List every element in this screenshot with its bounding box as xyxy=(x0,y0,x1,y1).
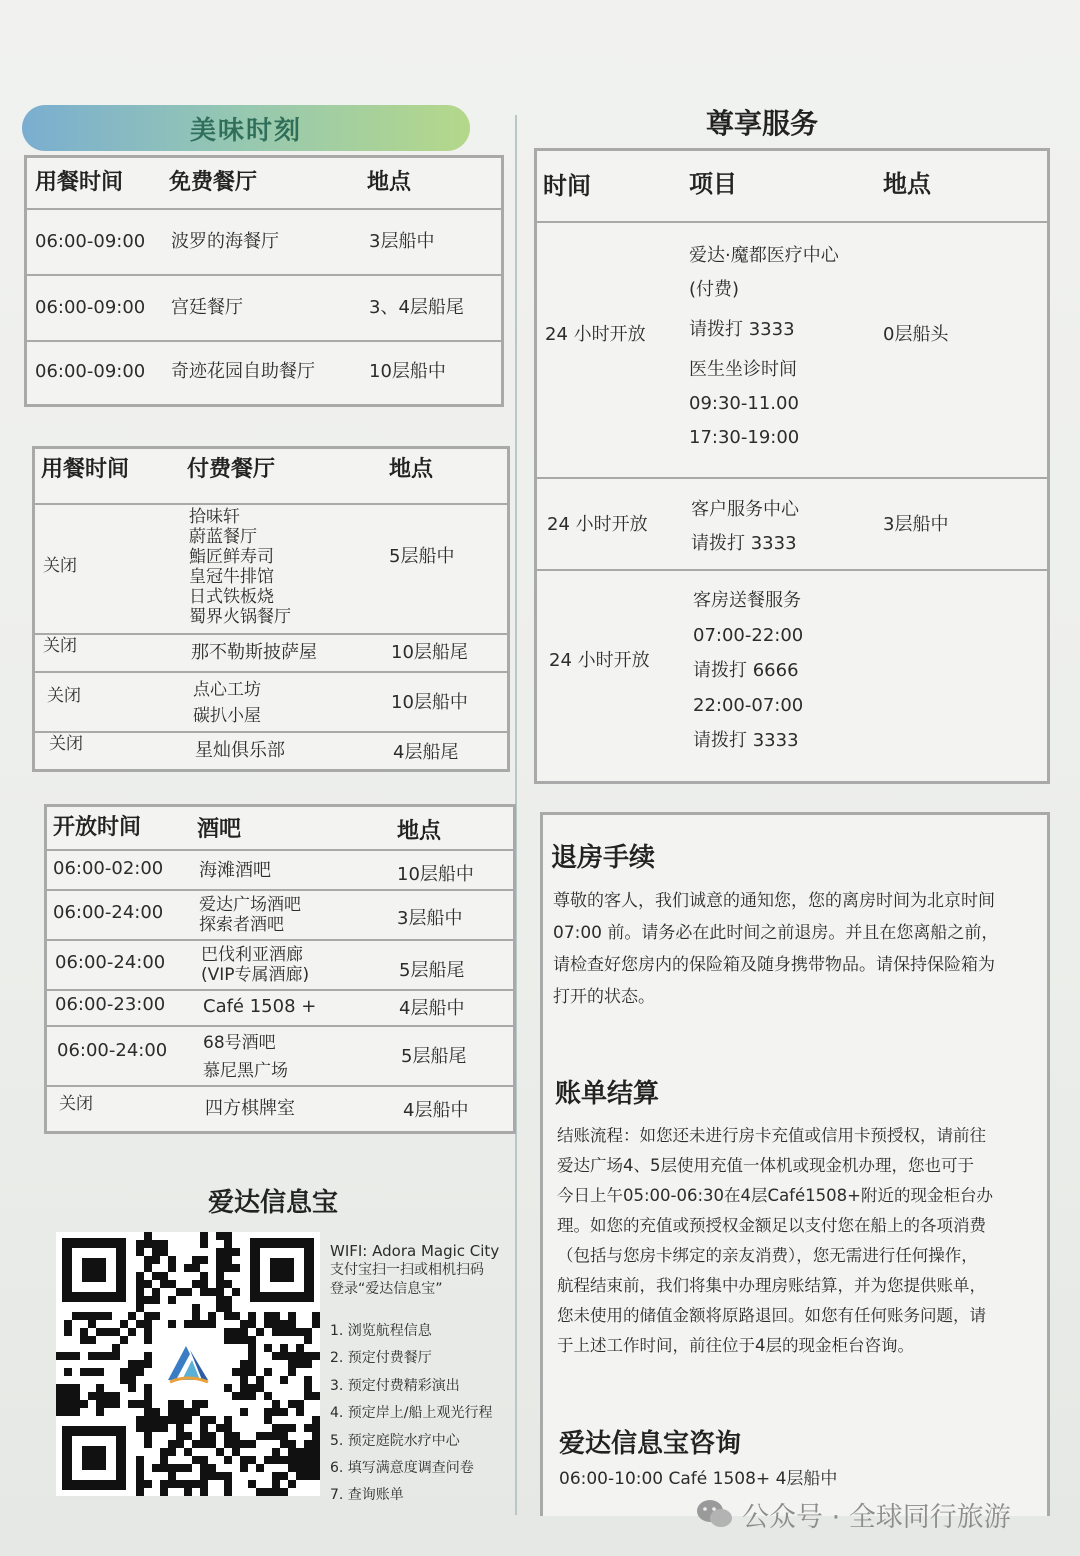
restaurant-name: 鮨匠鲜寿司 xyxy=(189,547,274,567)
login-text: 登录“爱达信息宝” xyxy=(330,1281,443,1297)
list-item: 6. 填写满意度调查问卷 xyxy=(330,1460,474,1477)
wifi-text: WIFI: Adora Magic City xyxy=(330,1242,500,1260)
bar-list xyxy=(199,895,301,935)
header-time: 用餐时间 xyxy=(41,457,130,482)
text-line: 于上述工作时间，前往位于4层的现金柜台咨询。 xyxy=(557,1336,914,1355)
row-location: 5层船中 xyxy=(389,546,455,567)
text-line: （包括与您房卡绑定的亲友消费），您无需进行任何操作， xyxy=(557,1246,978,1265)
row-time: 06:00-24:00 xyxy=(57,1040,168,1061)
restaurant-name: 皇冠牛排馆 xyxy=(189,567,274,587)
restaurant-name: 日式铁板烧 xyxy=(189,587,274,607)
header-item: 项目 xyxy=(689,170,737,198)
table-header xyxy=(537,151,1047,223)
bar-name: 探索者酒吧 xyxy=(199,915,284,935)
table-row xyxy=(47,891,513,941)
header-time: 时间 xyxy=(543,172,591,200)
text-line: 理。如您的充值或预授权金额足以支付您在船上的各项消费 xyxy=(557,1216,986,1235)
info-feature-list xyxy=(330,1318,493,1510)
row-location: 3层船中 xyxy=(369,231,435,252)
text-line: 结账流程：如您还未进行房卡充值或信用卡预授权，请前往 xyxy=(557,1126,986,1145)
row-location: 4层船中 xyxy=(403,1100,469,1121)
row-location: 3、4层船尾 xyxy=(369,297,464,318)
table-row xyxy=(537,223,1047,479)
detail-line: 请拨打 3333 xyxy=(689,319,795,340)
billing-title: 账单结算 xyxy=(555,1079,660,1109)
row-time: 06:00-09:00 xyxy=(35,297,146,318)
restaurant-list xyxy=(189,507,291,627)
restaurant-name: 蜀界火锅餐厅 xyxy=(189,607,291,627)
detail-line: 17:30-19:00 xyxy=(689,427,800,448)
service-title: 尊享服务 xyxy=(706,107,819,140)
row-location: 5层船尾 xyxy=(399,960,465,981)
table-row xyxy=(35,635,507,673)
row-restaurant: 奇迹花园自助餐厅 xyxy=(171,361,315,382)
detail-line: (付费) xyxy=(689,279,740,300)
table-row xyxy=(47,1027,513,1087)
header-location: 地点 xyxy=(883,170,931,198)
table-row xyxy=(35,673,507,733)
consult-text: 06:00-10:00 Café 1508+ 4层船中 xyxy=(559,1469,838,1489)
service-details xyxy=(693,583,803,758)
service-table xyxy=(534,148,1050,784)
dining-title: 美味时刻 xyxy=(22,105,470,151)
table-row xyxy=(47,991,513,1027)
header-restaurant: 付费餐厅 xyxy=(187,457,276,482)
detail-line: 09:30-11.00 xyxy=(689,393,799,414)
text-line: 07:00 前。请务必在此时间之前退房。并且在您离船之前， xyxy=(553,923,999,943)
row-location: 3层船中 xyxy=(397,908,463,929)
list-item: 4. 预定岸上/船上观光行程 xyxy=(330,1405,493,1422)
service-details xyxy=(691,493,799,561)
table-header xyxy=(47,807,513,851)
policy-box xyxy=(540,812,1050,1516)
bars-table xyxy=(44,804,516,1134)
detail-line: 客房送餐服务 xyxy=(693,590,801,611)
adora-logo-icon xyxy=(160,1336,216,1392)
row-location: 10层船尾 xyxy=(391,642,468,663)
row-location: 4层船中 xyxy=(399,998,465,1019)
detail-line: 客户服务中心 xyxy=(691,499,799,520)
detail-line: 22:00-07:00 xyxy=(693,695,804,716)
checkout-title: 退房手续 xyxy=(551,843,656,873)
detail-line: 医生坐诊时间 xyxy=(689,359,797,380)
row-location: 5层船尾 xyxy=(401,1046,467,1067)
table-row xyxy=(47,851,513,891)
table-row xyxy=(47,941,513,991)
row-time: 06:00-23:00 xyxy=(55,994,166,1015)
info-instructions xyxy=(330,1242,499,1299)
row-bar: 海滩酒吧 xyxy=(199,860,271,881)
text-line: 爱达广场4、5层使用充值一体机或现金机办理，您也可于 xyxy=(557,1156,974,1175)
row-bar: Café 1508 + xyxy=(203,996,317,1017)
row-restaurant: 那不勒斯披萨屋 xyxy=(191,642,317,663)
info-title: 爱达信息宝 xyxy=(208,1188,339,1218)
text-line: 今日上午05:00-06:30在4层Café1508+附近的现金柜台办 xyxy=(557,1186,993,1205)
bar-name: 68号酒吧 xyxy=(203,1033,276,1053)
list-item: 3. 预定付费精彩演出 xyxy=(330,1377,460,1394)
service-details xyxy=(689,239,839,455)
text-line: 您未使用的储值金额将原路退回。如您有任何账务问题，请 xyxy=(557,1306,986,1325)
row-time: 关闭 xyxy=(49,734,83,754)
text-line: 尊敬的客人，我们诚意的通知您，您的离房时间为北京时间 xyxy=(553,891,995,911)
list-item: 1. 浏览航程信息 xyxy=(330,1323,432,1339)
watermark xyxy=(696,1494,1011,1534)
list-item: 7. 查询账单 xyxy=(330,1487,404,1504)
row-time: 06:00-02:00 xyxy=(53,858,164,879)
restaurant-list xyxy=(193,677,261,729)
row-restaurant: 星灿俱乐部 xyxy=(195,740,285,761)
header-location: 地点 xyxy=(397,819,442,844)
row-location: 10层船中 xyxy=(397,864,474,885)
row-time: 关闭 xyxy=(43,556,77,576)
detail-line: 请拨打 3333 xyxy=(693,730,799,751)
billing-text xyxy=(557,1121,1047,1361)
row-location: 0层船头 xyxy=(883,324,949,345)
text-line: 打开的状态。 xyxy=(553,987,655,1007)
header-location: 地点 xyxy=(389,457,434,482)
bar-list xyxy=(203,1029,288,1085)
checkout-text xyxy=(553,885,1048,1013)
table-header xyxy=(27,158,501,210)
detail-line: 请拨打 3333 xyxy=(691,533,797,554)
row-time: 24 小时开放 xyxy=(547,514,648,535)
bar-name: (VIP专属酒廊) xyxy=(201,965,310,985)
bar-name: 巴伐利亚酒廊 xyxy=(201,945,303,965)
detail-line: 07:00-22:00 xyxy=(693,625,804,646)
restaurant-name: 碳扒小屋 xyxy=(193,706,261,726)
list-item: 2. 预定付费餐厅 xyxy=(330,1350,432,1367)
row-restaurant: 宫廷餐厅 xyxy=(171,297,243,318)
bar-name: 爱达广场酒吧 xyxy=(199,895,301,915)
row-time: 24 小时开放 xyxy=(545,324,646,345)
table-row xyxy=(27,342,501,404)
row-location: 10层船中 xyxy=(391,692,468,713)
row-time: 关闭 xyxy=(43,636,77,656)
table-header xyxy=(35,449,507,505)
restaurant-name: 点心工坊 xyxy=(193,680,261,700)
table-row xyxy=(27,276,501,342)
bar-list xyxy=(201,945,309,985)
header-time: 开放时间 xyxy=(53,815,142,840)
row-location: 10层船中 xyxy=(369,361,446,382)
row-time: 24 小时开放 xyxy=(549,650,650,671)
detail-line: 爱达·魔都医疗中心 xyxy=(689,245,839,266)
row-location: 3层船中 xyxy=(883,514,949,535)
table-row xyxy=(537,479,1047,571)
list-item: 5. 预定庭院水疗中心 xyxy=(330,1432,460,1449)
qr-code xyxy=(56,1232,320,1496)
table-row xyxy=(35,733,507,769)
detail-line: 请拨打 6666 xyxy=(693,660,799,681)
paid-dining-table xyxy=(32,446,510,772)
bar-name: 慕尼黑广场 xyxy=(203,1061,288,1081)
scan-text: 支付宝扫一扫或相机扫码 xyxy=(330,1262,484,1278)
table-row xyxy=(35,505,507,635)
row-time: 06:00-24:00 xyxy=(55,952,166,973)
row-bar: 四方棋牌室 xyxy=(205,1098,295,1119)
header-restaurant: 免费餐厅 xyxy=(169,170,258,195)
restaurant-name: 蔚蓝餐厅 xyxy=(189,527,257,547)
table-row xyxy=(27,210,501,276)
row-time: 06:00-09:00 xyxy=(35,361,146,382)
header-time: 用餐时间 xyxy=(35,170,124,195)
row-location: 4层船尾 xyxy=(393,742,459,763)
watermark-text: 公众号 · 全球同行旅游 xyxy=(742,1501,1011,1533)
row-time: 关闭 xyxy=(47,686,81,706)
table-row xyxy=(47,1087,513,1131)
free-dining-table xyxy=(24,155,504,407)
consult-title: 爱达信息宝咨询 xyxy=(559,1429,742,1459)
header-bar: 酒吧 xyxy=(197,817,242,842)
row-time: 06:00-09:00 xyxy=(35,231,146,252)
row-time: 06:00-24:00 xyxy=(53,902,164,923)
row-time: 关闭 xyxy=(59,1094,93,1114)
table-row xyxy=(537,571,1047,781)
restaurant-name: 拾味轩 xyxy=(189,507,240,527)
text-line: 航程结束前，我们将集中办理房账结算，并为您提供账单， xyxy=(557,1276,986,1295)
row-restaurant: 波罗的海餐厅 xyxy=(171,231,279,252)
text-line: 请检查好您房内的保险箱及随身携带物品。请保持保险箱为 xyxy=(553,955,995,975)
wechat-icon xyxy=(696,1498,734,1530)
header-location: 地点 xyxy=(367,170,412,195)
